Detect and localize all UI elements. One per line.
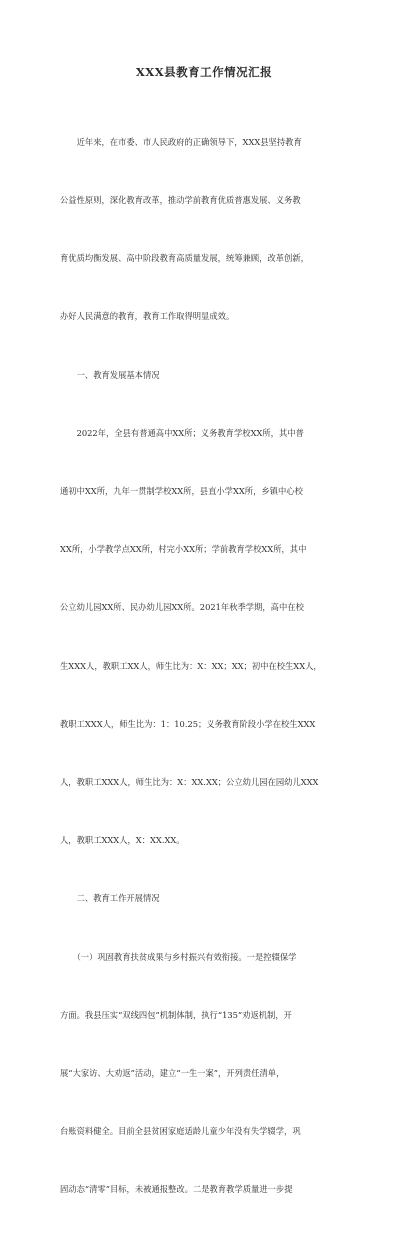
body-line: 育优质均衡发展、高中阶段教育高质量发展，统筹兼顾，改革创新， (60, 253, 309, 264)
body-line: 方面。我县压实“双线四包”机制体制，执行“135”劝返机制，开 (60, 1009, 292, 1020)
body-line: 人，教职工XXX人，师生比为：X：XX.XX；公立幼儿园在园幼儿XXX (60, 777, 319, 788)
section-heading-2: 二、教育工作开展情况 (60, 893, 160, 904)
body-line: 公立幼儿园XX所、民办幼儿园XX所。2021年秋季学期，高中在校 (60, 602, 304, 613)
body-line: 通初中XX所，九年一贯制学校XX所，县直小学XX所，乡镇中心校 (60, 486, 303, 497)
body-line: 固动态“清零”目标，未被通报整改。二是教育教学质量进一步提 (60, 1184, 293, 1195)
document-title: XXX县教育工作情况汇报 (135, 65, 273, 79)
body-line: （一）巩固教育扶贫成果与乡村振兴有效衔接。一是控辍保学 (60, 951, 297, 962)
body-line: XX所，小学教学点XX所，村完小XX所；学前教育学校XX所，其中 (60, 544, 307, 555)
body-line: 近年来，在市委、市人民政府的正确领导下，XXX县坚持教育 (60, 136, 302, 147)
body-line: 人，教职工XXX人，X：XX.XX。 (60, 835, 185, 846)
body-line: 公益性原则，深化教育改革，推动学前教育优质普惠发展、义务教 (60, 195, 301, 206)
section-heading-1: 一、教育发展基本情况 (60, 369, 160, 380)
document-body (60, 94, 352, 1239)
body-line: 教职工XXX人，师生比为：1：10.25；义务教育阶段小学在校生XXX (60, 718, 316, 729)
body-line: 2022年，全县有普通高中XX所；义务教育学校XX所，其中普 (60, 427, 304, 438)
body-line: 办好人民满意的教育，教育工作取得明显成效。 (60, 311, 235, 322)
body-line: 生XXX人，教职工XX人，师生比为：X：XX；XX；初中在校生XX人， (60, 660, 322, 671)
body-line: 展“大家访、大劝返”活动，建立“一生一案”，开列责任清单， (60, 1068, 285, 1079)
body-line: 台账资料健全。目前全县贫困家庭适龄儿童少年没有失学辍学，巩 (60, 1126, 301, 1137)
